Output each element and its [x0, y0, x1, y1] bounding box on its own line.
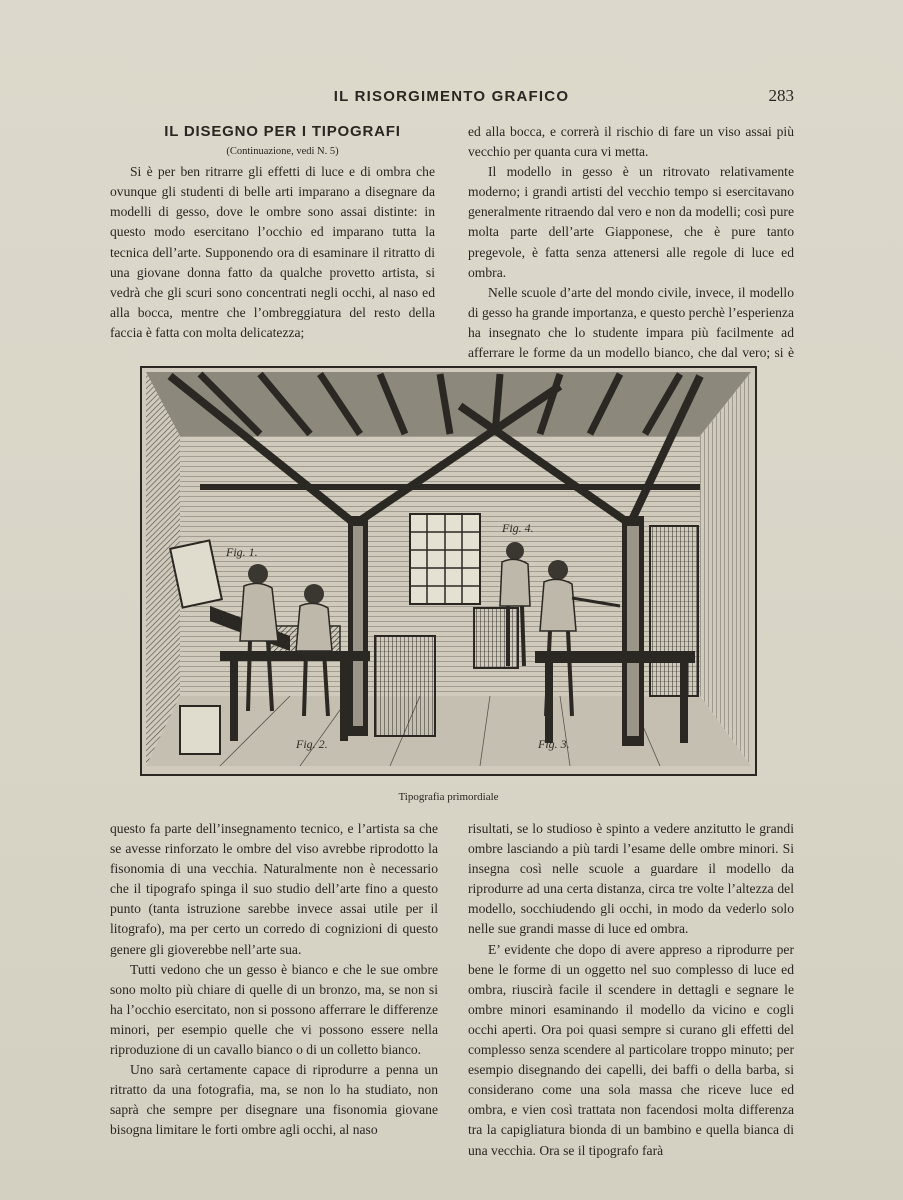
fig-label: Fig. 3.	[538, 737, 570, 751]
column-bottom-right	[468, 819, 794, 1161]
figure-caption: Tipografia primordiale	[398, 791, 499, 803]
continuation-note: (Continuazione, vedi N. 5)	[226, 146, 339, 158]
paragraph: risultati, se lo studioso è spinto a vedere anzitutto le grandi ombre lasciando a più tardi l’esame delle ombre minori. Si insegna così nelle scuole a guardare il modello da riprodurre ad una certa distanza, circa tre volte l’altezza del modello, socchiudendo gli occhi, in modo da vederlo solo nelle sue grandi masse di luce ed ombra.	[468, 821, 794, 937]
fig-label: Fig. 1.	[226, 545, 258, 559]
page-number: 283	[768, 86, 794, 105]
article-title: IL DISEGNO PER I TIPOGRAFI	[164, 123, 401, 140]
page-header	[0, 86, 903, 110]
column-top-right	[468, 122, 794, 383]
running-title: IL RISORGIMENTO GRAFICO	[333, 88, 570, 105]
paragraph: Il modello in gesso è un ritrovato relativamente moderno; i grandi artisti del vecchio tempo si esercitavano generalmente ritraendo dal vero e non da modelli; così pure molta parte dell’arte Giapponese, che è pure tanto pregevole, è fatta senza attenersi alle regole di luce ed ombra.	[468, 164, 794, 280]
paragraph: Uno sarà certamente capace di riprodurre a penna un ritratto da una fotografia, ma, se non lo ha studiato, non saprà che sempre per disegnare una fisonomia giovane bisogna limitare le forti ombre agli occhi, al naso	[110, 1062, 438, 1138]
paragraph: Tutti vedono che un gesso è bianco e che le sue ombre sono molto più chiare di quelle di un bronzo, ma, se non si ha l’occhio esercitato, non si possono afferrare le differenze minori, per esempio quelle che vi possono essere nella riproduzione di un cavallo bianco o di un colletto bianco.	[110, 961, 438, 1058]
paragraph: E’ evidente che dopo di avere appreso a riprodurre per bene le forme di un oggetto nel suo complesso di luce ed ombra, riuscirà facile il scendere in dettagli e segnare le ombre minori esaminando il modello da vicino e cogli occhi aperti. Ora poi quasi sempre si curano gli effetti del complesso senza scendere al particolare troppo minuto; per esempio disegnando dei capelli, dei baffi o della barba, si considerano come una sola massa che riceve luce ed ombra, e vien così trattata non facendosi molta differenza tra la capigliatura bionda di un bambino e quella bianca di una vecchia. Ora se il tipografo farà	[468, 941, 794, 1158]
fig-label: Fig. 2.	[296, 737, 328, 751]
paragraph: Nelle scuole d’arte del mondo civile, invece, il modello di gesso ha grande importanza, e questo perchè l’esperienza ha insegnato che lo studente impara più facilmente ad afferrare le forme da un modello bianco, che dal vero; si è	[468, 284, 794, 361]
paragraph: questo fa parte dell’insegnamento tecnico, e l’artista sa che se avesse rinforzato le ombre del viso avrebbe riprodotto la fisonomia di una vecchia. Naturalmente non è necessario che il tipografo spinga il suo studio dell’arte fino a questo punto (tanta istruzione sarebbe invece assai utile per il litografo), ma per certo un corredo di cognizioni di questo genere gli gioverebbe nell’arte sua.	[110, 821, 438, 957]
paragraph: Si è per ben ritrarre gli effetti di luce e di ombra che ovunque gli studenti di belle arti imparano a disegnare da modelli di gesso, dove le ombre sono assai distinte: in questo modo esercitano l’occhio ed imparano tutta la tecnica dell’arte. Supponendo ora di esaminare il ritratto di una giovane donna fatto da qualche provetto artista, si vedrà che gli scuri sono concentrati negli occhi, al naso ed alla bocca, mentre che l’ombreggiatura del resto della faccia è fatta con molta delicatezza;	[110, 164, 435, 340]
column-bottom-left	[110, 819, 438, 1141]
column-top-left	[110, 122, 435, 343]
engraving-figure	[140, 366, 757, 776]
paragraph: ed alla bocca, e correrà il rischio di fare un viso assai più vecchio per quanta cura vi metta.	[468, 124, 794, 160]
printing-workshop-engraving	[140, 366, 757, 776]
fig-label: Fig. 4.	[502, 521, 534, 535]
